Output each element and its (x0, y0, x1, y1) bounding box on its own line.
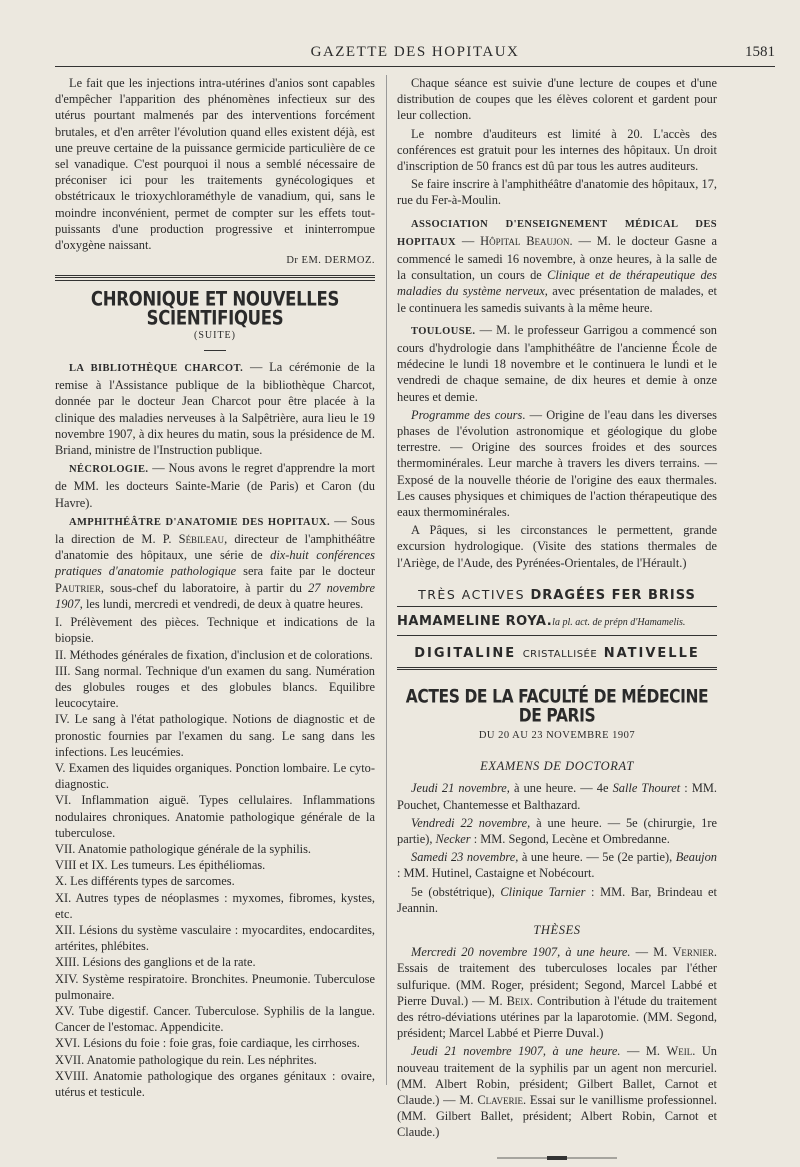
programme-paragraph (397, 407, 717, 520)
person-name: Pautrier (55, 580, 101, 595)
examen-text: à une heure. — 4e (509, 781, 613, 796)
amphitheatre-text: , sous-chef du laboratoire, à partir du (100, 580, 309, 595)
list-item: I. Prélèvement des pièces. Technique et indications de la biopsie. (55, 615, 375, 646)
list-item: XVII. Anatomie pathologique du rein. Les néphrites. (55, 1052, 317, 1067)
person-name: Weil (666, 1044, 693, 1059)
amphitheatre-text: sera faite par le docteur (236, 564, 375, 579)
course-title: Clinique et de thérapeutique des maladies du système nerveux (397, 268, 717, 299)
ad-text: TRÈS ACTIVES (418, 586, 531, 602)
examen-text: à une heure. — 5e (2e partie), (518, 850, 676, 865)
list-item: XVI. Lésions du foie : foie gras, foie cardiaque, les cirrhoses. (55, 1036, 360, 1051)
right-column (397, 75, 717, 1167)
inscription-paragraph: Se faire inscrire à l'amphithéâtre d'anatomie des hôpitaux, 17, rue du Fer-à-Moulin. (397, 177, 717, 208)
toulouse-text: — M. le professeur Garrigou a commencé son cours d'hydrologie dans l'amphithéâtre de l'ancienne École de médecine le lundi 18 novembre et le continuera le lundi et le vendredi de chaque semaine, de dix heures et demie à onze heures et demie. (397, 322, 717, 404)
these-text: — M. (630, 945, 673, 960)
these-text: . Un nouveau traitement de la syphilis par un agent non mercuriel. (MM. Albert Robin, président; Gilbert Ballet, Carnot et Claude.) — M. (397, 1044, 717, 1107)
left-column (55, 75, 375, 1100)
association-text: — (456, 233, 481, 248)
list-item: XVIII. Anatomie pathologique des organes génitaux : ovaire, utérus et testicule. (55, 1068, 375, 1099)
page-number: 1581 (745, 44, 775, 60)
amphitheatre-text: , les lundi, mercredi et vendredi, de deux à quatre heures. (79, 596, 364, 611)
toulouse-keyword: TOULOUSE. (411, 325, 476, 337)
list-item: VII. Anatomie pathologique générale de la syphilis. (55, 841, 312, 856)
these-entry (397, 944, 717, 1041)
ad-rule (397, 635, 717, 636)
these-text: . Essai sur le vanillisme professionnel. (MM. Gilbert Ballet, président; Albert Robin, Carnot et Claude.) (397, 1092, 717, 1140)
list-item: X. Les différents types de sarcomes. (55, 874, 235, 889)
programme-text: . — Origine de l'eau dans les diverses phases de l'évolution astronomique et géologique du globe terrestre. — Origine des sources froides et des sources thermominérales. Leur marche à travers les divers terrains. — Exposé de la nouvelle théorie de l'origine des eaux thermales. Les causes physiques et chimiques de l'action thérapeutique des eaux thermominérales. (397, 407, 717, 520)
ad-digitaline (397, 646, 717, 663)
intro-text: Le fait que les injections intra-utérines d'anios sont capables d'empêcher l'apparition des phénomènes infectieux sur des utérus pourtant malmenés par des interventions forcément brutales, et d'en arrêter l'évolution quand elles existent déjà, est une preuve certaine de la puissance germicide particulière de ce sel vanadique. C'est pourquoi il nous a semblé nécessaire de préconiser ici pour les traitements gynécologiques et obstétricaux le trioxychloraméthyle de vanadium, qui, sans le moindre inconvénient, permet de compter sur les effets tout-puissants d'une production progressive et ininterrompue d'oxygène naissant. (55, 76, 375, 253)
header-rule (55, 66, 775, 67)
person-name: Vernier (672, 945, 714, 960)
conference-title: dix-huit conférences pratiques d'anatomie pathologique (55, 548, 375, 579)
amphitheatre-text: , directeur de l'amphithéâtre d'anatomie des hôpitaux, une série de (55, 532, 375, 563)
necrologie-text: — Nous avons le regret d'apprendre la mort de MM. les docteurs Sainte-Marie (de Paris) et Caron (du Havre). (55, 461, 375, 510)
seance-paragraph: Chaque séance est suivie d'une lecture de coupes et d'une distribution de coupes que les élèves colorent et gardent pour leur collection. (397, 76, 717, 123)
list-item: IV. Le sang à l'état pathologique. Notions de diagnostic et de pronostic fournies par l'examen du sang. Le sang dans les infections. Les leucémies. (55, 712, 375, 759)
advertisements (397, 587, 717, 670)
examen-text: : MM. Pouchet, Chantemesse et Balthazard. (397, 781, 717, 812)
list-item: VI. Inflammation aiguë. Types cellulaires. Inflammations nodulaires chroniques. Anatomie pathologique générale de la tuberculose. (55, 793, 375, 840)
amphitheatre-paragraph (55, 513, 375, 612)
these-date: Jeudi 21 novembre 1907, à une heure. (411, 1044, 621, 1059)
ad-brand: DIGITALINE (414, 646, 523, 662)
person-name: Beix (506, 993, 530, 1008)
examen-date: Samedi 23 novembre, (411, 850, 519, 865)
section-rule-thin (55, 280, 375, 281)
list-item: XII. Lésions du système vasculaire : myocardites, endocardites, artérites, phlébites. (55, 922, 375, 954)
ad-note: la pl. act. de prépn d'Hamamelis. (552, 617, 686, 629)
author-signature: Dr EM. DERMOZ. (286, 255, 375, 267)
journal-title: GAZETTE DES HOPITAUX (310, 44, 520, 60)
amphitheatre-keyword: AMPHITHÉÂTRE D'ANATOMIE DES HOPITAUX. (69, 516, 330, 528)
ornament-icon (497, 1154, 617, 1162)
these-text: . Contribution à l'étude du traitement des rétro-déviations utérines par la laparotomie. (MM. Segond, président; Marcel Labbé et Pierre Duval.) (397, 993, 717, 1041)
examens-title: EXAMENS DE DOCTORAT (480, 759, 634, 774)
examen-text: 5e (obstétrique), (411, 884, 501, 899)
ad-hamameline (397, 614, 717, 631)
intro-paragraph (55, 75, 375, 269)
examen-date: Vendredi 22 novembre, (411, 815, 531, 830)
ad-brand: NATIVELLE (597, 646, 700, 662)
start-date: 27 novembre 1907 (55, 580, 376, 611)
examen-entry (397, 849, 717, 881)
person-name: Claverie (477, 1092, 523, 1107)
association-text: . — M. le docteur Gasne a commencé le samedi 16 novembre, à onze heures, à la salle de la consultation, un cours de (397, 233, 717, 283)
ad-text: CRISTALLISÉE (522, 649, 598, 661)
examen-place: Clinique Tarnier (500, 884, 586, 899)
association-paragraph (397, 215, 717, 316)
bibliotheque-keyword: LA BIBLIOTHÈQUE CHARCOT. (69, 363, 244, 375)
examen-text: : MM. Bar, Brindeau et Jeannin. (397, 884, 718, 915)
list-item: XV. Tube digestif. Cancer. Tuberculose. Syphilis de la langue. Cancer de l'estomac. Appendicite. (55, 1003, 375, 1035)
amphitheatre-text: — Sous la direction de M. P. (55, 513, 375, 547)
person-name: Sébileau (178, 532, 225, 547)
bibliotheque-text: — La cérémonie de la remise à l'Assistance publique de la bibliothèque Charcot, donnée par le docteur Jean Charcot pour être placée à la clinique des maladies nerveuses à la Salpêtrière, aura lieu le 19 novembre 1907, à dix heures du matin, sous la présidence de M. Briand, ministre de l'Instruction publique. (55, 360, 375, 458)
toulouse-paragraph (397, 322, 717, 405)
these-entry (397, 1043, 717, 1140)
programme-label: Programme des cours (411, 407, 523, 422)
list-item: XIII. Lésions des ganglions et de la rate. (55, 955, 256, 970)
examen-text: : MM. Segond, Lecène et Ombredanne. (470, 831, 670, 846)
these-text: . Essais de traitement des tuberculoses locales par l'éther sulfurique. (MM. Roger, président; Segond, Marcel Labbé et Pierre Duval.) — M. (397, 945, 717, 1008)
examen-text: à une heure. — 5e (chirurgie, 1re partie), (397, 815, 717, 846)
examen-entry (397, 884, 717, 916)
ad-dragees (397, 587, 717, 604)
ad-brand: DRAGÉES FER BRISS (530, 587, 696, 603)
examen-entry (397, 780, 717, 812)
list-item: III. Sang normal. Technique d'un examen du sang. Numération des globules rouges et des globules blancs. Equilibre leucocytaire. (55, 663, 375, 711)
association-keyword: ASSOCIATION D'ENSEIGNEMENT MÉDICAL DES HOPITAUX (397, 218, 717, 248)
examen-place: Salle Thouret (612, 781, 681, 796)
list-item: XI. Autres types de néoplasmes : myxomes, fibromes, kystes, etc. (55, 890, 375, 921)
section-rule (397, 667, 717, 670)
ad-rule (397, 606, 717, 607)
auditeurs-paragraph: Le nombre d'auditeurs est limité à 20. L'accès des conférences est gratuit pour les internes des hôpitaux. Un droit d'inscription de 50 francs est dû par tous les autres auditeurs. (397, 126, 717, 174)
actes-title: ACTES DE LA FACULTÉ DE MÉDECINE DE PARIS (405, 685, 709, 727)
paques-paragraph: A Pâques, si les circonstances le permettent, grande excursion hydrologique. (Visite des stations thermales de l'Ariège, de l'Aude, des Pyrénées-Orientales, de l'Hérault.) (397, 523, 717, 570)
page-header (55, 44, 775, 66)
ad-brand: HAMAMELINE ROYA. (397, 614, 553, 630)
bibliotheque-paragraph (55, 359, 375, 458)
examen-date: Jeudi 21 novembre, (411, 781, 510, 796)
examen-text: : MM. Hutinel, Castaigne et Nobécourt. (397, 866, 595, 881)
conference-list (55, 614, 375, 1100)
these-date: Mercredi 20 novembre 1907, à une heure. (411, 945, 631, 960)
chronique-subtitle: (SUITE) (194, 329, 236, 341)
these-text: — M. (620, 1044, 667, 1059)
list-item: XIV. Système respiratoire. Bronchites. Pneumonie. Tuberculose pulmonaire. (55, 971, 375, 1002)
short-rule (204, 350, 226, 351)
chronique-title: CHRONIQUE ET NOUVELLES SCIENTIFIQUES (90, 287, 340, 331)
column-divider (386, 75, 387, 1085)
association-text: , avec présentation de malades, et le continuera les samedis suivants à la même heure. (397, 284, 717, 315)
necrologie-keyword: NÉCROLOGIE. (69, 464, 149, 476)
examen-place: Necker (435, 831, 471, 846)
list-item: V. Examen des liquides organiques. Ponction lombaire. Le cyto-diagnostic. (55, 760, 375, 792)
examen-place: Beaujon (675, 850, 717, 865)
examen-entry (397, 815, 717, 847)
actes-date: DU 20 AU 23 NOVEMBRE 1907 (478, 729, 636, 741)
list-item: VIII et IX. Les tumeurs. Les épithéliomas. (55, 858, 266, 873)
list-item: II. Méthodes générales de fixation, d'inclusion et de colorations. (55, 647, 373, 662)
end-ornament (397, 1151, 717, 1167)
hospital-name: Hôpital Beaujon (480, 233, 570, 248)
theses-title: THÈSES (533, 922, 581, 937)
section-rule (55, 275, 375, 278)
necrologie-paragraph (55, 460, 375, 511)
